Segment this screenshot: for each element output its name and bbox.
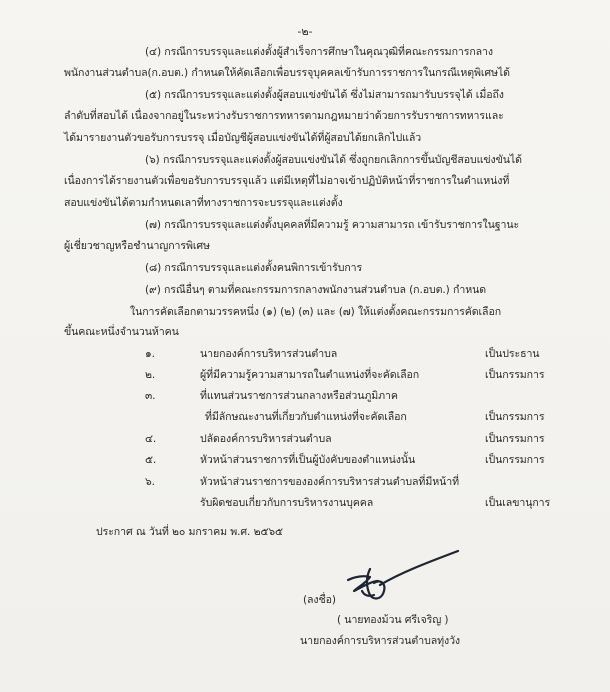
sign-label: (ลงชื่อ) <box>303 594 336 606</box>
committee-3-role: เป็นกรรมการ <box>485 411 545 423</box>
committee-2-number: ๒. <box>145 369 156 381</box>
committee-6-title-line-2: รับผิดชอบเกี่ยวกับการบริหารงานบุคคล <box>200 497 374 509</box>
committee-3-title-line-2: ที่มีลักษณะงานที่เกี่ยวกับตำแหน่งที่จะคัดเลือก <box>205 411 407 423</box>
item-6-line-2: เนื่องการได้รายงานตัวเพื่อขอรับการบรรจุแล้ว แต่มีเหตุที่ไม่อาจเข้าปฏิบัติหน้าที่ราชการในตำแหน่งที่ <box>64 175 510 187</box>
item-5-line-2: ลำดับที่สอบได้ เนื่องจากอยู่ในระหว่างรับราชการทหารตามกฎหมายว่าด้วยการรับราชการทหารและ <box>64 110 504 122</box>
selection-line-1: ในการคัดเลือกตามวรรคหนึ่ง (๑) (๒) (๓) และ (๗) ให้แต่งตั้งคณะกรรมการคัดเลือก <box>130 306 502 318</box>
committee-3-title-line-1: ที่แทนส่วนราชการส่วนกลางหรือส่วนภูมิภาค <box>200 390 398 402</box>
selection-line-2: ขึ้นคณะหนึ่งจำนวนห้าคน <box>64 326 179 338</box>
committee-1-role: เป็นประธาน <box>485 348 540 360</box>
committee-1-number: ๑. <box>145 348 155 360</box>
committee-5-number: ๕. <box>145 454 157 466</box>
page-number: -๒- <box>297 25 313 38</box>
committee-4-number: ๔. <box>145 433 157 445</box>
item-4-line-1: (๔) กรณีการบรรจุและแต่งตั้งผู้สำเร็จการศึกษาในคุณวุฒิที่คณะกรรมการกลาง <box>145 46 493 58</box>
item-6-line-1: (๖) กรณีการบรรจุและแต่งตั้งผู้สอบแข่งขันได้ ซึ่งถูกยกเลิกการขึ้นบัญชีสอบแข่งขันได้ <box>145 154 522 166</box>
handwritten-signature <box>340 547 470 617</box>
announcement-date: ประกาศ ณ วันที่ ๒๐ มกราคม พ.ศ. ๒๕๖๕ <box>96 526 283 538</box>
item-6-line-3: สอบแข่งขันได้ตามกำหนดเลาที่ทางราชการจะบรรจุและแต่งตั้ง <box>64 197 343 209</box>
committee-5-title: หัวหน้าส่วนราชการที่เป็นผู้บังคับของตำแหน่งนั้น <box>200 454 416 466</box>
item-7-line-1: (๗) กรณีการบรรจุและแต่งตั้งบุคคลที่มีความรู้ ความสามารถ เข้ารับราชการในฐานะ <box>145 219 520 231</box>
signer-name: ( นายทองม้วน ศรีเจริญ ) <box>337 614 449 626</box>
committee-5-role: เป็นกรรมการ <box>485 454 545 466</box>
committee-6-title-line-1: หัวหน้าส่วนราชการขององค์การบริหารส่วนตำบลที่มีหน้าที่ <box>200 476 459 488</box>
signer-position: นายกองค์การบริหารส่วนตำบลทุ่งวัง <box>300 635 461 647</box>
committee-2-role: เป็นกรรมการ <box>485 369 545 381</box>
committee-4-title: ปลัดองค์การบริหารส่วนตำบล <box>200 433 332 445</box>
committee-2-title: ผู้ที่มีความรู้ความสามารถในตำแหน่งที่จะคัดเลือก <box>200 369 420 381</box>
item-4-line-2: พนักงานส่วนตำบล(ก.อบต.) กำหนดให้คัดเลือกเพื่อบรรจุบุคคลเข้ารับการราชการในกรณีเหตุพิเศษได้ <box>64 67 510 79</box>
committee-4-role: เป็นกรรมการ <box>485 433 545 445</box>
item-8-line-1: (๘) กรณีการบรรจุและแต่งตั้งคนพิการเข้ารับการ <box>145 262 363 274</box>
item-5-line-3: ได้มารายงานตัวขอรับการบรรจุ เมื่อบัญชีผู้สอบแข่งขันได้ที่ผู้สอบได้ยกเลิกไปแล้ว <box>64 132 422 144</box>
committee-6-number: ๖. <box>145 476 155 488</box>
committee-6-role: เป็นเลขานุการ <box>485 497 551 509</box>
item-7-line-2: ผู้เชี่ยวชาญหรือชำนาญการพิเศษ <box>64 240 210 252</box>
item-9-line-1: (๙) กรณีอื่นๆ ตามที่คณะกรรมการกลางพนักงานส่วนตำบล (ก.อบต.) กำหนด <box>145 284 487 296</box>
committee-3-number: ๓. <box>145 390 156 402</box>
item-5-line-1: (๕) กรณีการบรรจุและแต่งตั้งผู้สอบแข่งขันได้ ซึ่งไม่สามารถมารับบรรจุได้ เมื่อถึง <box>145 89 504 101</box>
committee-1-title: นายกองค์การบริหารส่วนตำบล <box>200 348 338 360</box>
